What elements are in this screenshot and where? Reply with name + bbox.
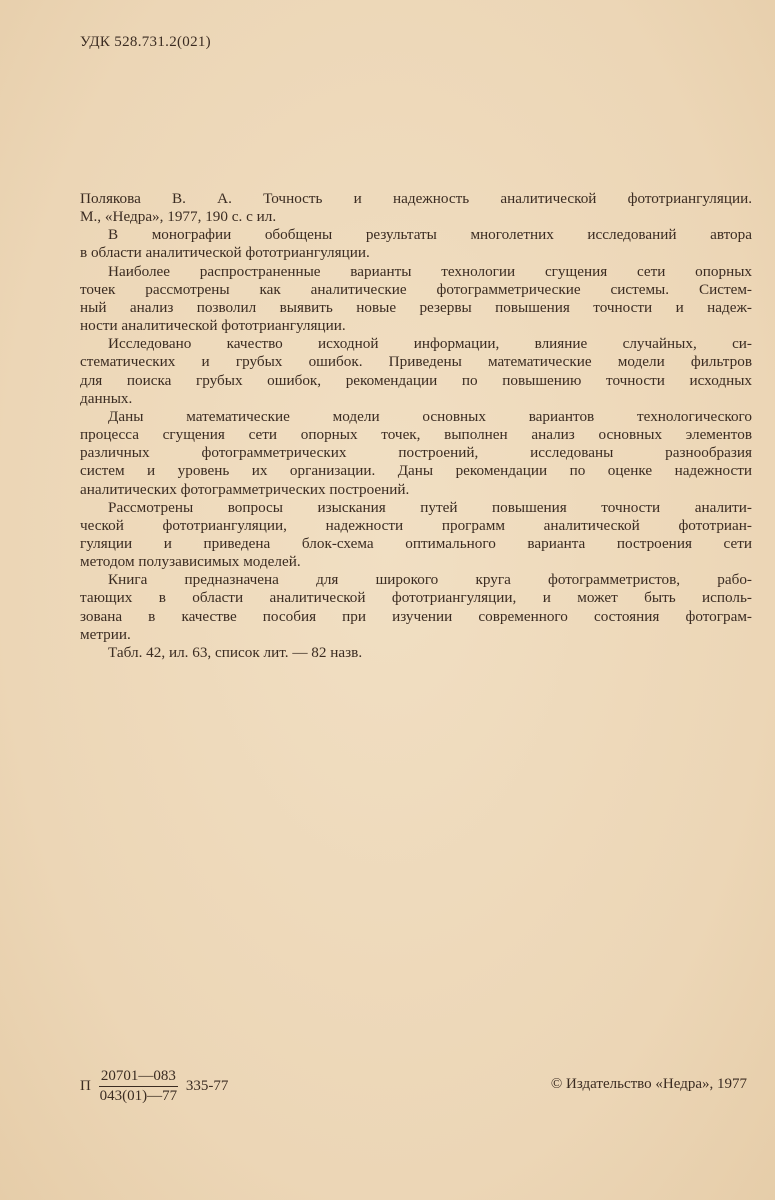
text-line: гуляции и приведена блок-схема оптимального варианта построения сети — [80, 534, 752, 552]
text-line: ческой фототриангуляции, надежности программ аналитической фототриан- — [80, 516, 752, 534]
text-line: Даны математические модели основных вариантов технологического — [108, 407, 752, 425]
text-line: метрии. — [80, 625, 131, 643]
publication-index — [80, 1068, 228, 1105]
text-line: систем и уровень их организации. Даны рекомендации по оценке надежности — [80, 462, 752, 480]
text-line: для поиска грубых ошибок, рекомендации по повышению точности исходных — [80, 371, 752, 389]
text-line: Рассмотрены вопросы изыскания путей повышения точности аналити- — [108, 498, 752, 516]
text-line: аналитических фотограмметрических построений. — [80, 480, 410, 498]
text-line: ности аналитической фототриангуляции. — [80, 317, 346, 335]
copyright-notice: © Издательство «Недра», 1977 — [550, 1076, 747, 1092]
index-code: 335-77 — [185, 1078, 229, 1094]
text-line: точек рассмотрены как аналитические фотограмметрические системы. Систем- — [80, 280, 752, 298]
text-line: стематических и грубых ошибок. Приведены математические модели фильтров — [80, 353, 752, 371]
text-line: В монографии обобщены результаты многолетних исследований автора — [108, 226, 752, 244]
text-line: различных фотограмметрических построений, исследованы разнообразия — [80, 444, 752, 462]
text-line: тающих в области аналитической фототриангуляции, и может быть исполь- — [80, 589, 752, 607]
text-line: Исследовано качество исходной информации, влияние случайных, си- — [108, 335, 752, 353]
text-line: Полякова В. А. Точность и надежность аналитической фототриангуляции. — [80, 190, 752, 207]
text-line: Наиболее распространенные варианты технологии сгущения сети опорных — [108, 262, 752, 280]
index-fraction — [99, 1068, 178, 1105]
text-line: М., «Недра», 1977, 190 с. с ил. — [80, 208, 277, 226]
text-line: методом полузависимых моделей. — [80, 553, 301, 571]
text-line: процесса сгущения сети опорных точек, выполнен анализ основных элементов — [80, 426, 752, 444]
text-line: Книга предназначена для широкого круга фотограмметристов, рабо- — [108, 571, 752, 589]
abstract-text — [80, 190, 752, 662]
text-line: данных. — [80, 389, 133, 407]
text-line: в области аналитической фототриангуляции. — [80, 244, 370, 262]
text-line: ный анализ позволил выявить новые резервы повышения точности и надеж- — [80, 298, 752, 316]
udk-code: УДК 528.731.2(021) — [80, 34, 211, 50]
index-denominator: 043(01)—77 — [99, 1088, 178, 1104]
text-line: зована в качестве пособия при изучении современного состояния фотограм- — [80, 607, 752, 625]
text-line: Табл. 42, ил. 63, список лит. — 82 назв. — [108, 643, 363, 661]
index-numerator: 20701—083 — [99, 1068, 178, 1087]
index-letter: П — [80, 1078, 91, 1094]
